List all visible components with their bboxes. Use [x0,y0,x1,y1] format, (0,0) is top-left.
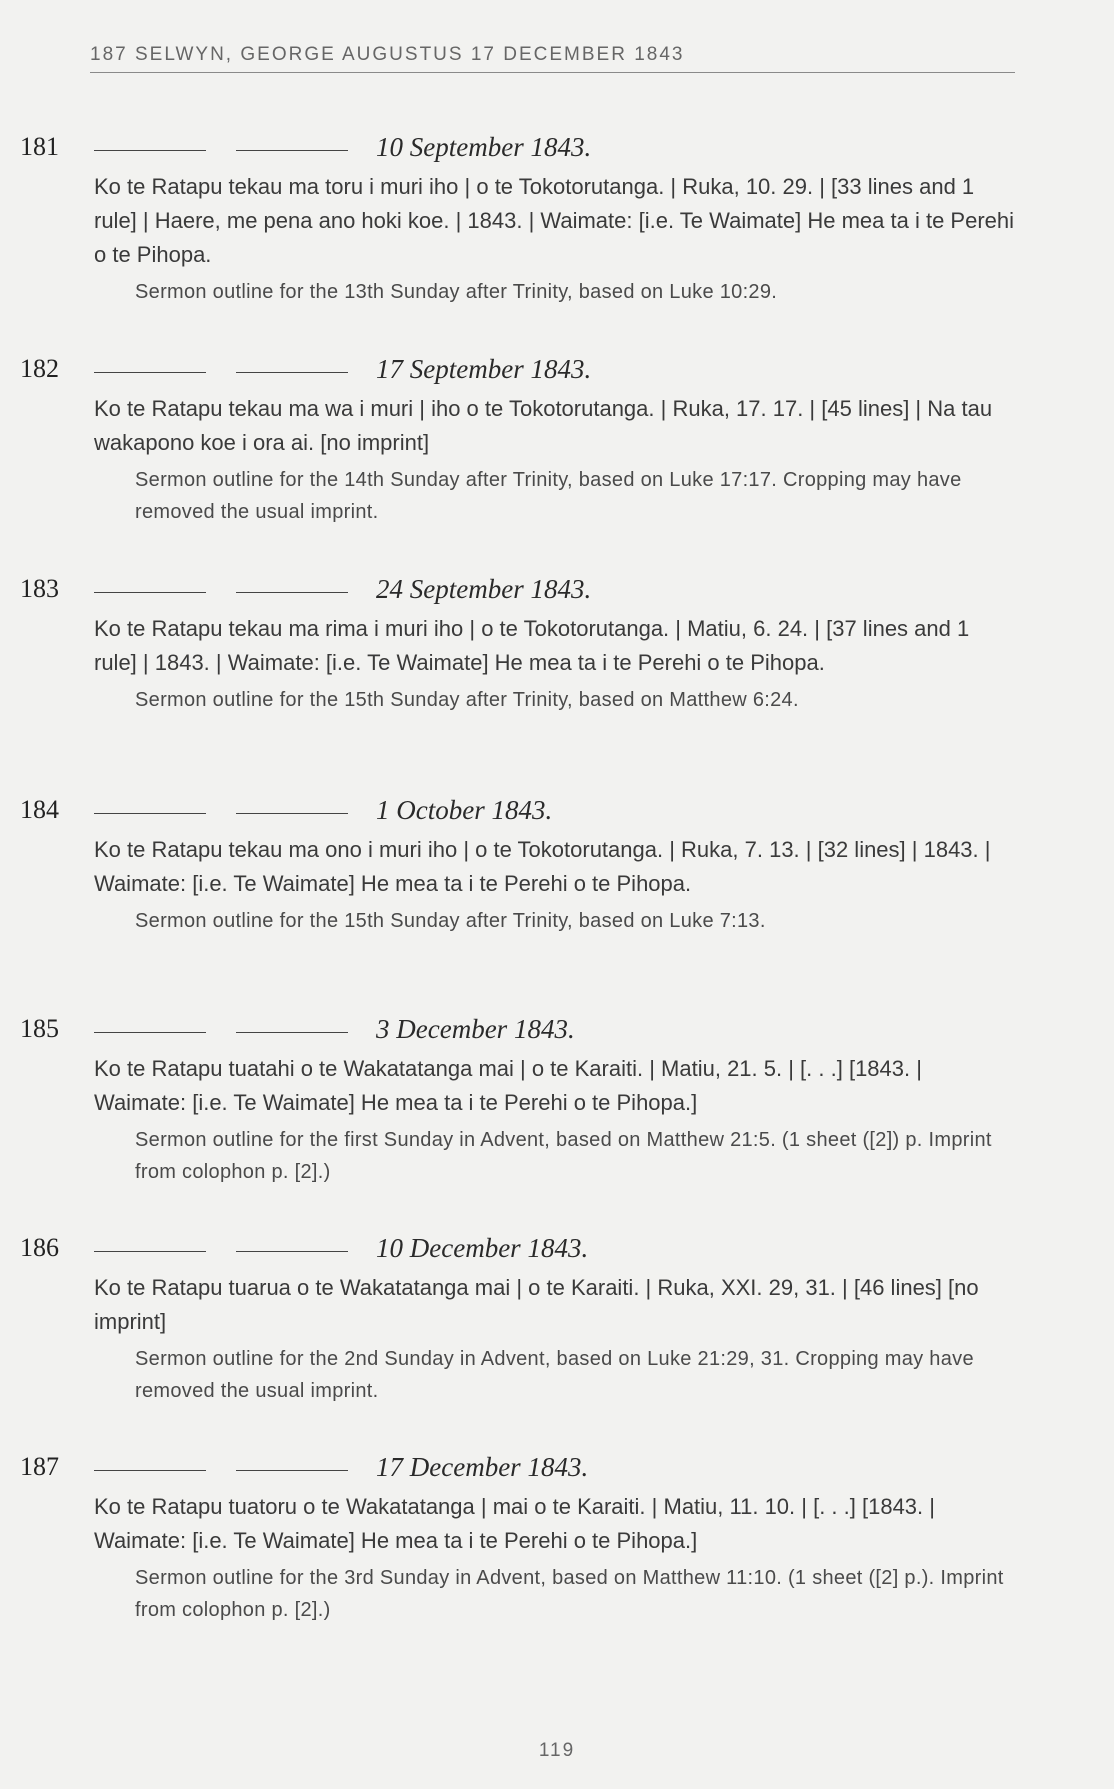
bibliography-entry [0,1233,1114,1407]
entry-date: 3 December 1843. [376,1014,575,1044]
entry-heading [0,795,1114,831]
entry-title: Ko te Ratapu tuarua o te Wakatatanga mai | o te Karaiti. | Ruka, XXI. 29, 31. | [46 lines] [no imprint] [94,1275,979,1334]
author-rule [94,592,206,593]
title-rule [236,372,348,373]
entry-title: Ko te Ratapu tekau ma wa i muri | iho o te Tokotorutanga. | Ruka, 17. 17. | [45 lines] | Na tau wakapono koe i ora ai. [no imprint] [94,396,993,455]
entry-title: Ko te Ratapu tuatahi o te Wakatatanga mai | o te Karaiti. | Matiu, 21. 5. | [. . .] [1843. | Waimate: [i.e. Te Waimate] He mea ta i te Perehi o te Pihopa.] [94,1056,922,1115]
entry-note: Sermon outline for the 15th Sunday after Trinity, based on Matthew 6:24. [135,689,799,711]
entry-number: 186 [20,1233,59,1262]
bibliography-entry [0,1014,1114,1188]
entry-note: Sermon outline for the 3rd Sunday in Advent, based on Matthew 11:10. (1 sheet ([2] p.). Imprint from colophon p. [2].) [135,1567,1004,1621]
entry-heading [0,1452,1114,1488]
title-rule [236,592,348,593]
entry-number: 184 [20,795,59,824]
entry-date: 24 September 1843. [376,574,592,604]
title-rule [236,150,348,151]
title-rule [236,1470,348,1471]
entry-heading [0,1233,1114,1269]
author-rule [94,150,206,151]
entry-number: 185 [20,1014,59,1043]
author-rule [94,813,206,814]
entry-number: 182 [20,354,59,383]
author-rule [94,1032,206,1033]
entry-note: Sermon outline for the first Sunday in Advent, based on Matthew 21:5. (1 sheet ([2]) p. Imprint from colophon p. [2].) [135,1129,992,1183]
entry-date: 10 December 1843. [376,1233,589,1263]
entry-note: Sermon outline for the 13th Sunday after Trinity, based on Luke 10:29. [135,281,778,303]
entry-date: 17 September 1843. [376,354,592,384]
entry-title: Ko te Ratapu tekau ma toru i muri iho | o te Tokotorutanga. | Ruka, 10. 29. | [33 lines and 1 rule] | Haere, me pena ano hoki koe. | 1843. | Waimate: [i.e. Te Waimate] He mea ta i te Perehi o te Pihopa. [94,174,1015,267]
bibliography-entry [0,574,1114,716]
entry-note: Sermon outline for the 2nd Sunday in Advent, based on Luke 21:29, 31. Cropping may have removed the usual imprint. [135,1348,974,1402]
entry-heading [0,132,1114,168]
title-rule [236,1251,348,1252]
entry-note: Sermon outline for the 15th Sunday after Trinity, based on Luke 7:13. [135,910,766,932]
entry-number: 187 [20,1452,59,1481]
author-rule [94,1251,206,1252]
page-number: 119 [538,1740,576,1761]
entry-number: 181 [20,132,59,161]
entry-date: 17 December 1843. [376,1452,589,1482]
bibliography-entry [0,1452,1114,1626]
entry-title: Ko te Ratapu tekau ma rima i muri iho | o te Tokotorutanga. | Matiu, 6. 24. | [37 lines and 1 rule] | 1843. | Waimate: [i.e. Te Waimate] He mea ta i te Perehi o te Pihopa. [94,616,970,675]
entry-title: Ko te Ratapu tekau ma ono i muri iho | o te Tokotorutanga. | Ruka, 7. 13. | [32 lines] | 1843. | Waimate: [i.e. Te Waimate] He mea ta i te Perehi o te Pihopa. [94,837,991,896]
bibliography-entry [0,132,1114,308]
bibliography-entry [0,795,1114,937]
entry-date: 10 September 1843. [376,132,592,162]
author-rule [94,372,206,373]
running-head: 187 SELWYN, GEORGE AUGUSTUS 17 DECEMBER 1843 [90,44,1015,73]
bibliography-entry [0,354,1114,528]
author-rule [94,1470,206,1471]
entry-note: Sermon outline for the 14th Sunday after Trinity, based on Luke 17:17. Cropping may have removed the usual imprint. [135,469,962,523]
entry-heading [0,354,1114,390]
title-rule [236,813,348,814]
entry-heading [0,1014,1114,1050]
entry-heading [0,574,1114,610]
title-rule [236,1032,348,1033]
entry-title: Ko te Ratapu tuatoru o te Wakatatanga | mai o te Karaiti. | Matiu, 11. 10. | [. . .] [1843. | Waimate: [i.e. Te Waimate] He mea ta i te Perehi o te Pihopa.] [94,1494,935,1553]
entry-number: 183 [20,574,59,603]
entry-date: 1 October 1843. [376,795,553,825]
